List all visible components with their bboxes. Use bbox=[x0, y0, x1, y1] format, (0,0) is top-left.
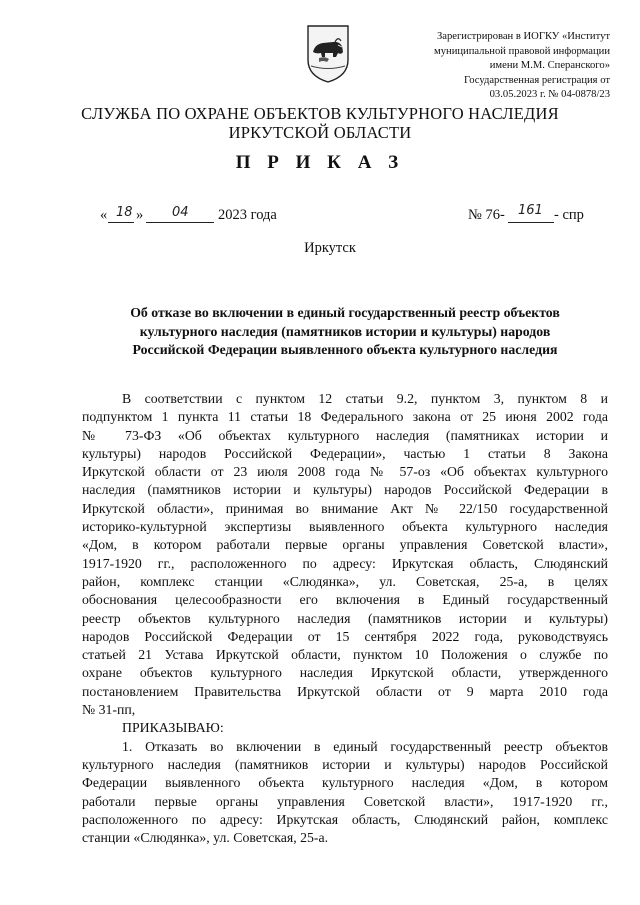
body-line: № 73-ФЗ «Об объектах культурного наследия (памятниках истории и bbox=[82, 427, 608, 443]
registration-line: Зарегистрирован в ИОГКУ «Институт bbox=[436, 31, 610, 42]
body-line: Иркутской области от 23 июля 2008 года № 57-оз «Об объектах культурного bbox=[82, 464, 608, 480]
registration-line: имени М.М. Сперанского» bbox=[489, 60, 610, 71]
order-number-prefix: № 76- bbox=[468, 207, 505, 223]
body-line: подпунктом 1 пункта 11 статьи 18 Федерального закона от 25 июня 2002 года bbox=[82, 409, 608, 425]
body-line: народов Российской Федерации от 15 сентября 2022 года, руководствуясь bbox=[82, 628, 608, 644]
body-line: район, комплекс станции «Слюдянка», ул. Советская, 25-а, в целях bbox=[82, 573, 608, 589]
body-line: культурного наследия (памятников истории и культуры) народов Российской bbox=[82, 756, 608, 772]
body-line: охране объектов культурного наследия Иркутской области, утвержденного bbox=[82, 665, 608, 681]
order-number-underline bbox=[508, 222, 554, 223]
body-line: станции «Слюдянка», ул. Советская, 25-а. bbox=[82, 830, 329, 846]
body-line: работали первые органы управления Советской власти», 1917-1920 гг., bbox=[82, 793, 608, 809]
date-year: 2023 года bbox=[218, 207, 277, 223]
body-line: расположенного по адресу: Иркутская область, Слюдянский район, комплекс bbox=[82, 811, 608, 827]
order-number-suffix: - спр bbox=[554, 207, 584, 223]
order-subject bbox=[95, 304, 595, 360]
order-dateline bbox=[0, 205, 640, 227]
date-day-handwritten: 18 bbox=[116, 205, 133, 220]
date-day-underline bbox=[108, 222, 134, 223]
date-month-underline bbox=[146, 222, 214, 223]
order-number-handwritten: 161 bbox=[518, 203, 543, 218]
registration-line: муниципальной правовой информации bbox=[434, 45, 610, 57]
agency-name-line1: СЛУЖБА ПО ОХРАНЕ ОБЪЕКТОВ КУЛЬТУРНОГО НАСЛЕДИЯ bbox=[81, 104, 559, 123]
body-line: культуры) народов Российской Федерации», частью 1 статьи 8 Закона bbox=[82, 445, 608, 461]
body-line: 1917-1920 гг., расположенного по адресу: Иркутская область, Слюдянский bbox=[82, 555, 608, 571]
body-line: постановлением Правительства Иркутской области от 9 марта 2010 года bbox=[82, 683, 608, 699]
subject-line: Об отказе во включении в единый государственный реестр объектов bbox=[130, 305, 560, 320]
order-city: Иркутск bbox=[304, 240, 356, 256]
body-line: реестр объектов культурного наследия (памятников истории и культуры) bbox=[82, 610, 608, 626]
body-line: № 31-пп, bbox=[82, 702, 136, 718]
agency-name-line2: ИРКУТСКОЙ ОБЛАСТИ bbox=[228, 123, 412, 142]
coat-of-arms-emblem bbox=[305, 22, 351, 84]
registration-line: 03.05.2023 г. № 04-0878/23 bbox=[489, 89, 610, 100]
body-line: «Дом, в котором работали первые органы управления Советской власти», bbox=[82, 537, 608, 553]
body-line: историко-культурной экспертизы выявленного объекта культурного наследия bbox=[82, 519, 608, 535]
body-line: обоснования целесообразности его включения в Единый государственный bbox=[82, 592, 608, 608]
body-line: Федерации выявленного объекта культурного наследия «Дом, в котором bbox=[82, 775, 608, 791]
body-order-keyword: ПРИКАЗЫВАЮ: bbox=[122, 720, 224, 736]
body-line: статьей 21 Устава Иркутской области, пунктом 10 Положения о службе по bbox=[82, 647, 608, 663]
date-open-quote: « bbox=[100, 207, 108, 223]
body-line: наследия (памятников истории и культуры) народов Российской Федерации в bbox=[82, 482, 608, 498]
subject-line: культурного наследия (памятников истории и культуры) народов bbox=[139, 323, 551, 339]
registration-stamp bbox=[392, 30, 610, 103]
order-body bbox=[82, 390, 608, 847]
subject-line: Российской Федерации выявленного объекта культурного наследия bbox=[132, 342, 558, 357]
registration-line: Государственная регистрация от bbox=[464, 74, 610, 86]
body-line: 1. Отказать во включении в единый государственный реестр объектов bbox=[122, 738, 608, 754]
body-line: Иркутской области», принимая во внимание Акт № 22/150 государственной bbox=[82, 500, 608, 516]
date-close-quote: » bbox=[136, 207, 144, 223]
order-title: П Р И К А З bbox=[235, 152, 405, 173]
date-month-handwritten: 04 bbox=[172, 205, 189, 220]
body-line: В соответствии с пунктом 12 статьи 9.2, пунктом 3, пунктом 8 и bbox=[122, 391, 608, 406]
